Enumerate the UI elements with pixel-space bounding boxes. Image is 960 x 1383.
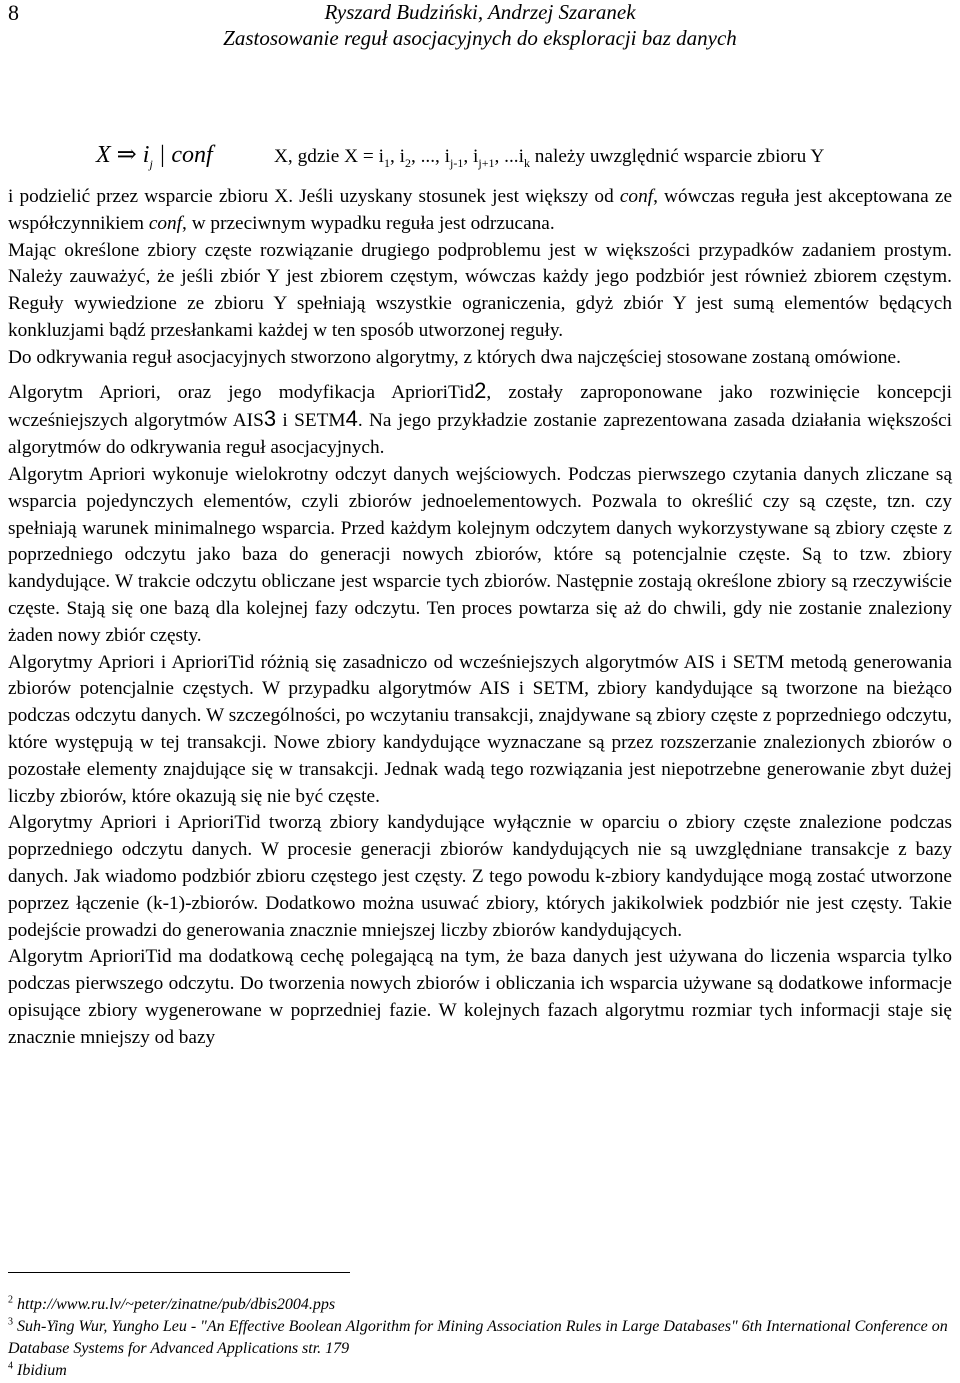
paragraph-second-subproblem: Mając określone zbiory częste rozwiązanie drugiego podproblemu jest w większości przypadków zadaniem prostym. Należy zauważyć, że jeśli zbiór Y jest zbiorem częstym, wówczas każdy jego podzbiór jest również zbiorem częstym. Reguły wywiedzione ze zbioru Y spełniają wszystkie ograniczenia, gdyż zbiór Y jest sumą elementów będących konkluzjami bądź przesłankami każdej w ten sposób utworzonej reguły. xyxy=(8,239,952,341)
formula xyxy=(8,142,952,184)
page-number: 8 xyxy=(8,0,19,25)
body-text xyxy=(8,142,952,1052)
paragraph-apriori-passes: Algorytm Apriori wykonuje wielokrotny odczyt danych wejściowych. Podczas pierwszego czytania danych zliczane są wsparcia pojedynczych elementów, czyli zbiorów jednoelementowych. Pozwala to określić czy są częste, tzn. czy spełniają warunek minimalnego wsparcia. Przed każdym kolejnym odczytem danych wykorzystywane są zbiory częste z poprzedniego odczytu jako baza do generacji nowych zbiorów, które są potencjalnie częste. Są to tzw. zbiory kandydujące. W trakcie odczytu obliczane jest wsparcie tych zbiorów. Następnie zostają określone zbiory są rzeczywiście częste. Stają się one bazą dla kolejnej fazy odczytu. Ten proces powtarza się aż do chwili, gdy nie zostanie znaleziony żaden nowy zbiór częsty. xyxy=(8,463,952,646)
footnote-3: $^3$ Suh-Ying Wur, Yungho Leu - "An Effective Boolean Algorithm for Mining Association Rules in Large Databases" 6th International Conference on Database Systems for Advanced Applications str. 179 xyxy=(8,1316,948,1357)
footnote-ref-3: 3 xyxy=(263,406,277,432)
running-header-title: Zastosowanie reguł asocjacyjnych do eksploracji baz danych xyxy=(223,26,737,50)
paragraph-apriori-intro: Algorytm Apriori, oraz jego modyfikacja AprioriTid2, zostały zaproponowane jako rozwinięcie koncepcji wcześniejszych algorytmów AIS3 i SETM4. Na jego przykładzie zostanie zaprezentowana zasada działania większości algorytmów do odkrywania reguł asocjacyjnych. xyxy=(8,377,952,459)
paragraph-conf: i podzielić przez wsparcie zbioru X. Jeśli uzyskany stosunek jest większy od conf, wówczas reguła jest akceptowana ze współczynnikiem conf, w przeciwnym wypadku reguła jest odrzucana. xyxy=(8,186,952,234)
formula-condition: X, gdzie $X = i_1$, $i_2$, ..., $i_{j-1}$, $i_{j+1}$, $...i_k$ należy uwzględnić wsparcie zbioru Y xyxy=(274,146,825,170)
footnote-2: $^2$ http://www.ru.lv/~peter/zinatne/pub/dbis2004.pps xyxy=(8,1294,336,1313)
paragraph-candidate-generation: Algorytmy Apriori i AprioriTid tworzą zbiory kandydujące wyłącznie w oparciu o zbiory częste znalezione podczas poprzedniego odczytu danych. W procesie generacji zbiorów kandydujących nie są uwzględniane transakcje z bazy danych. Jak wiadomo podzbiór zbioru częstego jest częsty. Z tego powodu k-zbiory kandydujące mogą zostać utworzone poprzez łączenie (k-1)-zbiorów. Dodatkowo można usuwać zbiory, których jakikolwiek podzbiór nie jest częsty. Takie podejście prowadzi do generowania znacznie mniejszej liczby zbiorów kandydujących. xyxy=(8,812,952,941)
footnote-4: $^4$ Ibidium xyxy=(8,1360,67,1379)
formula-rule: X ⇒ $i_j$ | conf xyxy=(96,142,213,171)
running-header-authors: Ryszard Budziński, Andrzej Szaranek xyxy=(324,0,636,24)
footnotes xyxy=(8,1294,952,1382)
footnote-ref-4: 4 xyxy=(345,406,358,432)
footnote-divider xyxy=(8,1272,350,1273)
paragraph-ais-setm: Algorytmy Apriori i AprioriTid różnią się zasadniczo od wcześniejszych algorytmów AIS i SETM metodą generowania zbiorów potencjalnie częstych. W przypadku algorytmów AIS i SETM, zbiory kandydujące są tworzone na bieżąco podczas odczytu danych. W szczególności, po wczytaniu transakcji, znajdywane są zbiory częste z poprzedniego odczytu, które występują w tej transakcji. Nowe zbiory kandydujące wyznaczane są przez rozszerzanie znalezionych zbiorów o pozostałe elementy znajdujące się w transakcji. Jednak wadą tego rozwiązania jest niepotrzebne generowanie zbyt dużej liczby zbiorów, które okazują się nie być częste. xyxy=(8,651,952,807)
paragraph-algorithms-intro: Do odkrywania reguł asocjacyjnych stworzono algorytmy, z których dwa najczęściej stosowane zostaną omówione. xyxy=(8,346,901,368)
paragraph-aprioritid: Algorytm AprioriTid ma dodatkową cechę polegającą na tym, że baza danych jest używana do liczenia wsparcia tylko podczas pierwszego odczytu. Do tworzenia nowych zbiorów i obliczania ich wsparcia używane są dodatkowe informacje opisujące zbiory wygenerowane w poprzedniej fazie. W kolejnych fazach algorytmu rozmiar tych informacji staje się znacznie mniejszy od bazy xyxy=(8,946,952,1048)
footnote-ref-2: 2 xyxy=(474,377,487,403)
